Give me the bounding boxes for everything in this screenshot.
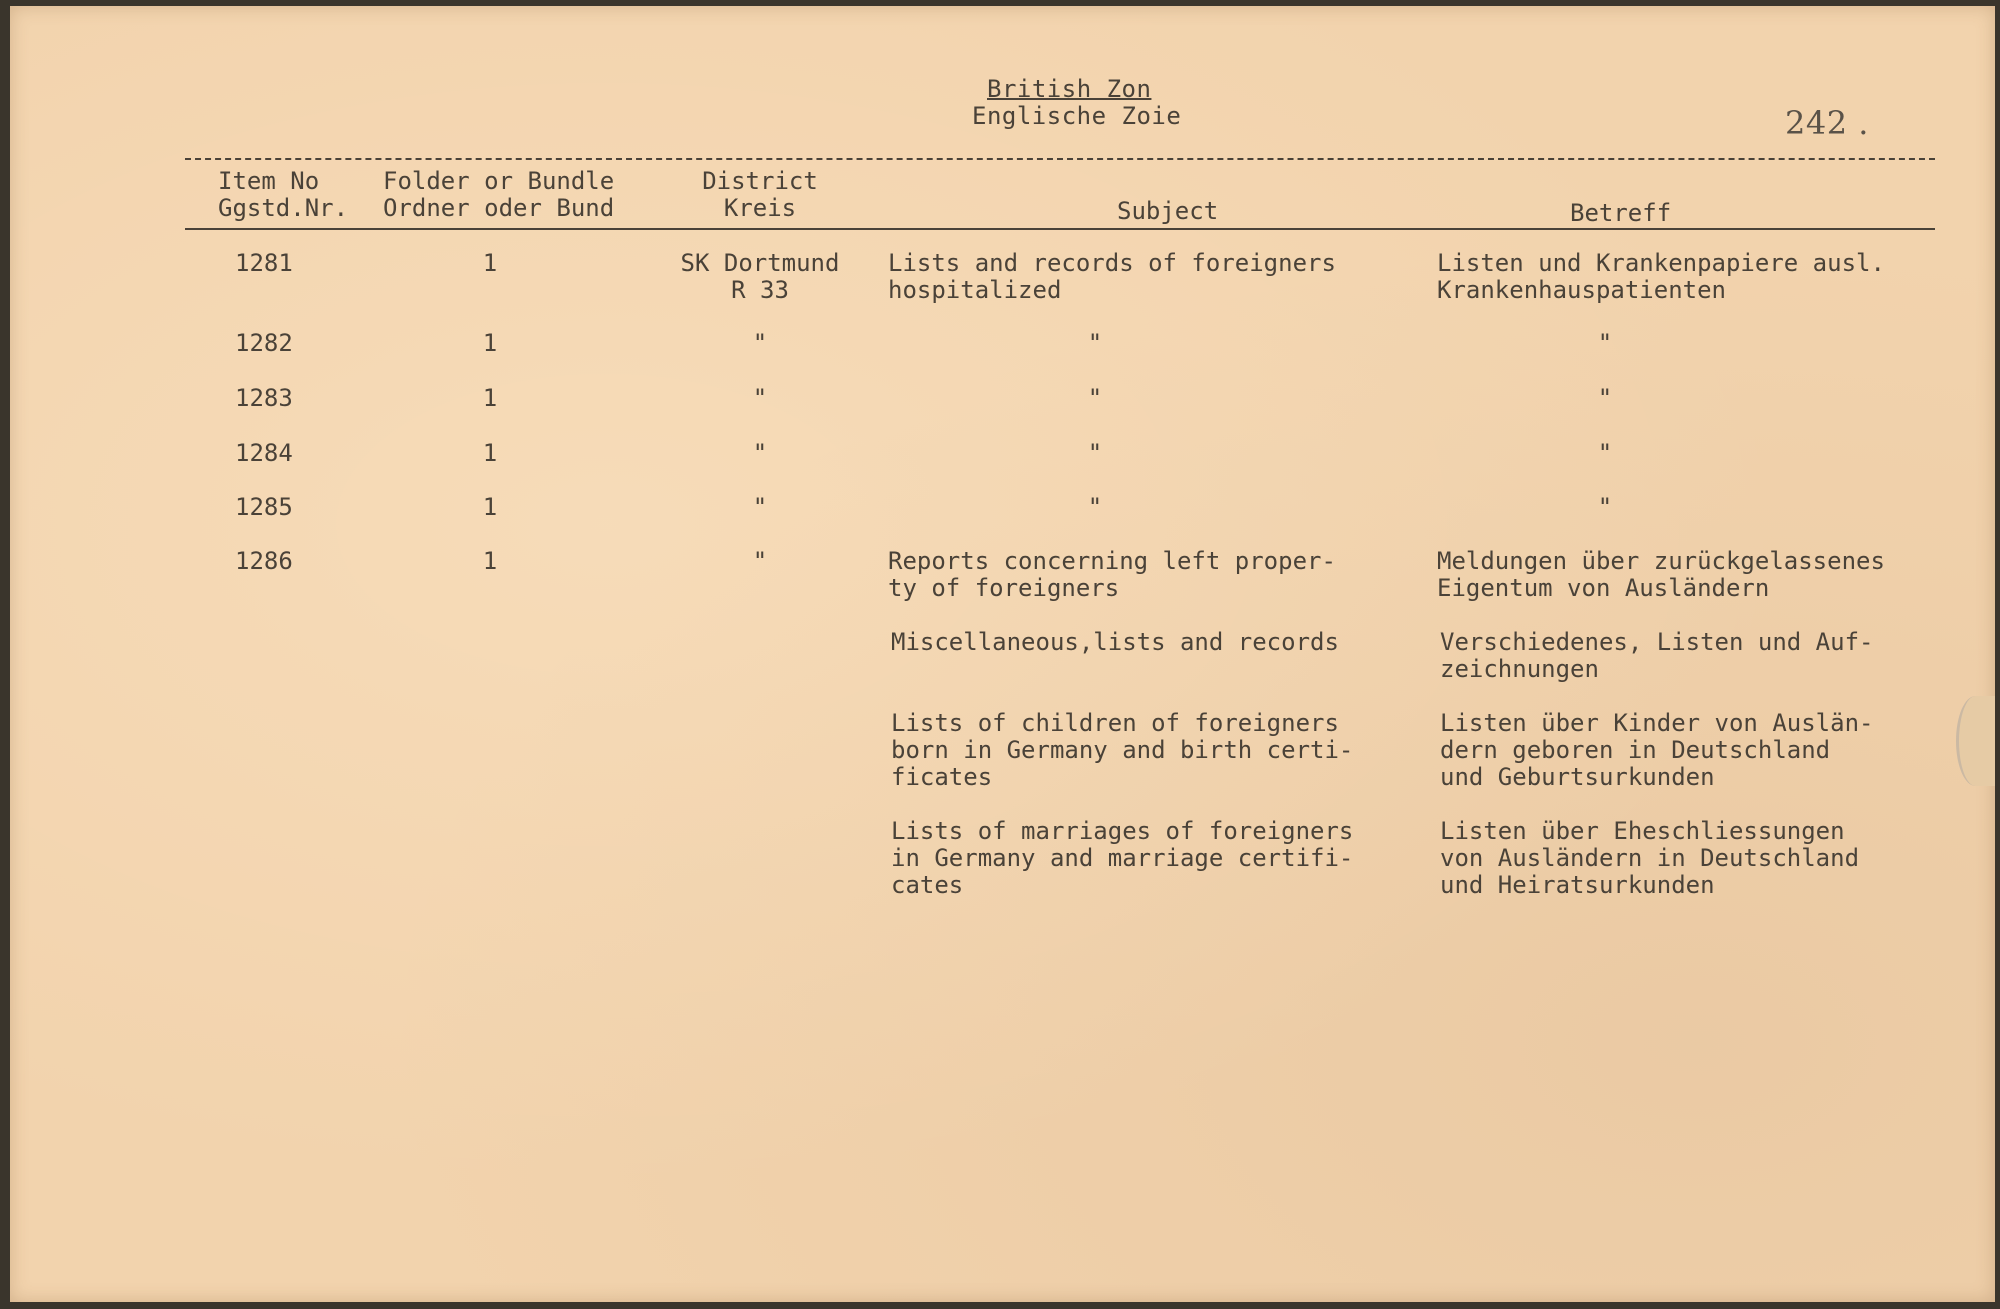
row-betreff: " (1597, 329, 1613, 357)
page-number: 242 . (1785, 104, 1869, 142)
row-subject: " (1087, 439, 1103, 467)
top-rule (185, 158, 1935, 160)
row-folder: 1 (482, 249, 498, 277)
col-header-item: Item No Ggstd.Nr. (218, 167, 349, 222)
extra-subject: Lists of marriages of foreigners in Germany and marriage certifi- cates (891, 817, 1354, 899)
col-header-district: District Kreis (702, 167, 818, 222)
row-subject: " (1087, 384, 1103, 412)
row-folder: 1 (482, 493, 498, 521)
row-item-no: 1286 (235, 547, 293, 575)
row-subject: Reports concerning left proper- ty of foreigners (888, 547, 1336, 602)
header-rule (185, 228, 1935, 230)
extra-subject: Lists of children of foreigners born in Germany and birth certi- ficates (891, 709, 1354, 791)
col-header-folder: Folder or Bundle Ordner oder Bund (383, 167, 615, 222)
row-item-no: 1281 (235, 249, 293, 277)
col-header-betreff: Betreff (1570, 199, 1672, 227)
row-subject: Lists and records of foreigners hospitalized (888, 249, 1336, 304)
row-betreff: Listen und Krankenpapiere ausl. Krankenhauspatienten (1437, 249, 1885, 304)
row-district: " (752, 493, 768, 521)
row-subject: " (1087, 493, 1103, 521)
row-betreff: Meldungen über zurückgelassenes Eigentum von Ausländern (1437, 547, 1885, 602)
row-folder: 1 (482, 329, 498, 357)
page-edge-tear (1956, 696, 1995, 786)
row-folder: 1 (482, 547, 498, 575)
row-district: " (752, 439, 768, 467)
row-district: " (752, 547, 768, 575)
row-betreff: " (1597, 439, 1613, 467)
row-item-no: 1283 (235, 384, 293, 412)
row-subject: " (1087, 329, 1103, 357)
col-header-subject: Subject (1117, 197, 1219, 225)
extra-betreff: Verschiedenes, Listen und Auf- zeichnungen (1440, 628, 1874, 683)
row-folder: 1 (482, 384, 498, 412)
row-item-no: 1282 (235, 329, 293, 357)
row-district: SK Dortmund R 33 (680, 249, 840, 304)
zone-title-de: Englische Zoie (972, 102, 1182, 130)
row-betreff: " (1597, 384, 1613, 412)
row-folder: 1 (482, 439, 498, 467)
zone-title-en: British Zon (987, 75, 1152, 103)
row-item-no: 1285 (235, 493, 293, 521)
row-district: " (752, 384, 768, 412)
extra-betreff: Listen über Kinder von Auslän- dern geboren in Deutschland und Geburtsurkunden (1440, 709, 1874, 791)
row-district: " (752, 329, 768, 357)
row-item-no: 1284 (235, 439, 293, 467)
extra-betreff: Listen über Eheschliessungen von Ausländern in Deutschland und Heiratsurkunden (1440, 817, 1860, 899)
extra-subject: Miscellaneous,lists and records (891, 628, 1339, 656)
row-betreff: " (1597, 493, 1613, 521)
